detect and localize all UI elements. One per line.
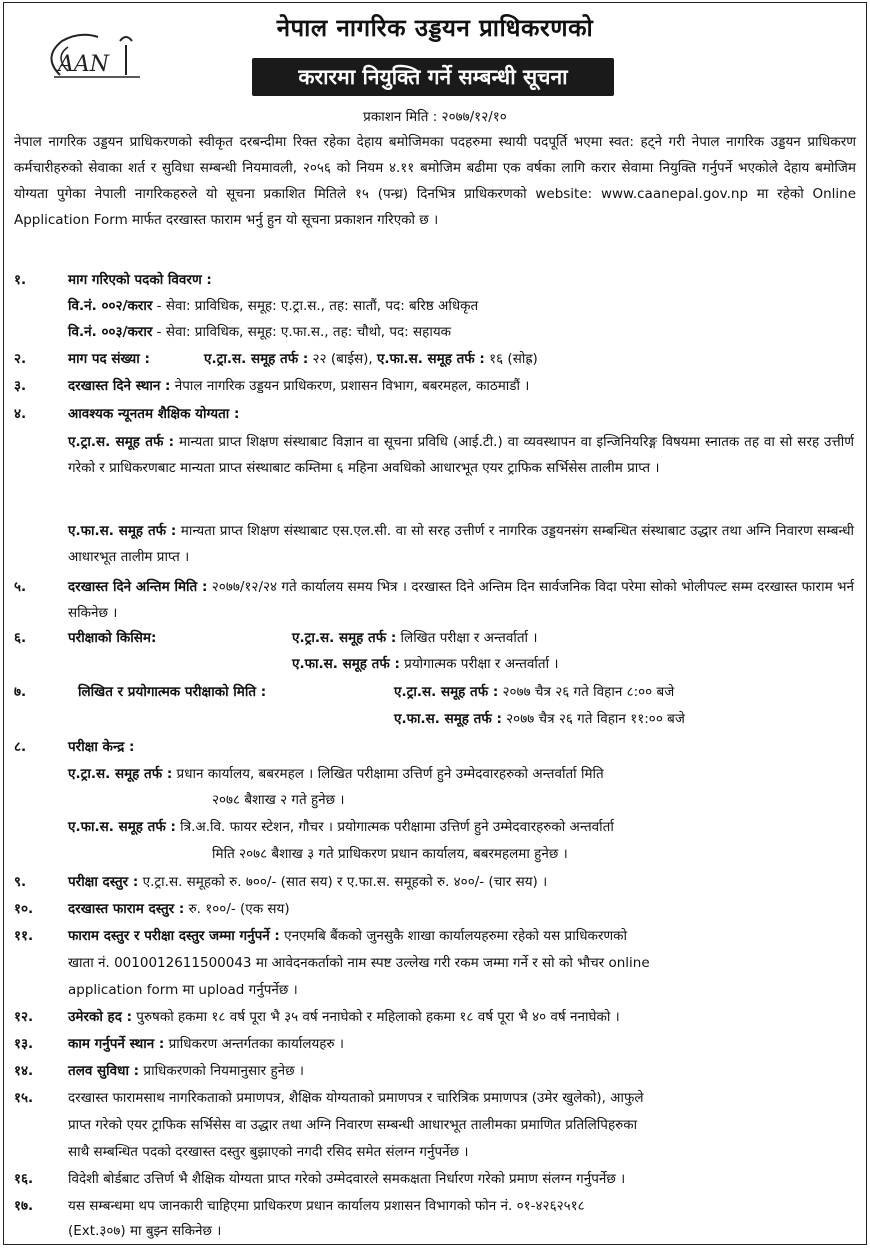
notice-title-banner: करारमा नियुक्ति गर्ने सम्बन्धी सूचना: [252, 58, 614, 96]
item-number: १.: [14, 272, 27, 288]
item-number: १७.: [14, 1198, 34, 1214]
item-number: १६.: [14, 1171, 34, 1187]
item-text: (Ext.३०७) मा बुझ्न सकिनेछ ।: [68, 1223, 222, 1239]
intro-paragraph: नेपाल नागरिक उड्डयन प्राधिकरणको स्वीकृत दरबन्दीमा रिक्त रहेका देहाय बमोजिमका पदहरुमा स्थायी पदपूर्ति भएमा स्वत: हट्ने गरी नेपाल नागरिक उड्डयन प्राधिकरण कर्मचारीहरुको सेवाका शर्त र सुविधा सम्बन्धी नियमावली, २०५६ को नियम ४.११ बमोजिम बढीमा एक वर्षका लागि करार सेवामा नियुक्ति गर्नुपर्ने भएकोले देहाय बमोजिम योग्यता पुगेका नेपाली नागरिकहरुले यो सूचना प्रकाशित मितिले १५ (पन्ध्र) दिनभित्र प्राधिकरणको website: www.caanepal.gov.np मा रहेको Online Application Form मार्फत दरखास्त फाराम भर्नु हुन यो सूचना प्रकाशन गरिएको छ ।: [14, 134, 856, 228]
item-number: ९.: [14, 874, 27, 890]
exam-date: ए.ट्रा.स. समूह तर्फ : २०७७ चैत्र २६ गते विहान ८:०० बजे: [394, 684, 675, 700]
item-label: परीक्षाको किसिम:: [68, 630, 157, 646]
item-label: माग पद संख्या :: [68, 351, 150, 367]
item-number: ४.: [14, 406, 27, 422]
publication-date: प्रकाशन मिति : २०७७/१२/१०: [363, 109, 507, 125]
item-number: ८.: [14, 739, 27, 755]
item-text: दरखास्त दिने स्थान : नेपाल नागरिक उड्डयन प्राधिकरण, प्रशासन विभाग, बबरमहल, काठमाडौं ।: [68, 378, 530, 394]
item-text: काम गर्नुपर्ने स्थान : प्राधिकरण अन्तर्गतका कार्यालयहरु ।: [68, 1036, 344, 1052]
organization-title: नेपाल नागरिक उड्डयन प्राधिकरणको: [276, 14, 594, 42]
exam-date: ए.फा.स. समूह तर्फ : २०७७ चैत्र २६ गते विहान ११:०० बजे: [394, 711, 685, 727]
item-text: फाराम दस्तुर र परीक्षा दस्तुर जम्मा गर्नुपर्ने : एनएमबि बैंकको जुनसुकै शाखा कार्यालयहरुमा रहेको यस प्राधिकरणको: [68, 928, 628, 944]
item-number: ५.: [14, 579, 27, 595]
item-number: १३.: [14, 1036, 34, 1052]
exam-type: ए.फा.स. समूह तर्फ : प्रयोगात्मक परीक्षा र अन्तर्वार्ता ।: [292, 656, 559, 672]
item-number: ६.: [14, 630, 27, 646]
item-label: आवश्यक न्यूनतम शैक्षिक योग्यता :: [68, 406, 240, 422]
item-number: १४.: [14, 1063, 34, 1079]
item-text: साथै सम्बन्धित पदको दरखास्त दस्तुर बुझाएको नगदी रसिद समेत संलग्न गर्नुपर्नेछ ।: [68, 1144, 469, 1160]
item-label: माग गरिएको पदको विवरण :: [68, 272, 212, 288]
post-line: वि.नं. ००२/करार - सेवा: प्राविधिक, समूह: ए.ट्रा.स., तह: सातौं, पद: बरिष्ठ अधिकृत: [68, 298, 479, 314]
item-text: उमेरको हद : पुरुषको हकमा १८ वर्ष पूरा भै ३५ वर्ष ननाघेको र महिलाको हकमा १८ वर्ष पूरा भै ४० वर्ष ननाघेको ।: [68, 1009, 620, 1025]
exam-center: ए.ट्रा.स. समूह तर्फ : प्रधान कार्यालय, बबरमहल । लिखित परीक्षामा उत्तिर्ण हुने उम्मेदवारहरुको अन्तर्वार्ता मिति: [68, 766, 604, 782]
item-text: परीक्षा दस्तुर : ए.ट्रा.स. समूहको रु. ७००/- (सात सय) र ए.फा.स. समूहको रु. ४००/- (चार सय) ।: [68, 874, 548, 890]
item-number: ३.: [14, 378, 27, 394]
post-line: वि.नं. ००३/करार - सेवा: प्राविधिक, समूह: ए.फा.स., तह: चौथो, पद: सहायक: [68, 324, 452, 340]
item-text: विदेशी बोर्डबाट उत्तिर्ण भै शैक्षिक योग्यता प्राप्त गरेको उम्मेदवारले समकक्षता निर्धारण गरेको प्रमाण संलग्न गर्नुपर्नेछ ।: [68, 1171, 626, 1187]
item-number: १५.: [14, 1090, 34, 1106]
item-text: दरखास्त दिने अन्तिम मिति : २०७७/१२/२४ गते कार्यालय समय भित्र । दरखास्त दिने अन्तिम दिन सार्वजनिक विदा परेमा सोको भोलीपल्ट सम्म दरखास्त फाराम भर्न सकिनेछ ।: [68, 579, 855, 621]
exam-center: ए.फा.स. समूह तर्फ : त्रि.अ.वि. फायर स्टेशन, गौचर । प्रयोगात्मक परीक्षामा उत्तिर्ण हुने उम्मेदवारहरुको अन्तर्वार्ता: [68, 819, 614, 835]
item-number: १०.: [14, 901, 34, 917]
item-number: २.: [14, 351, 27, 367]
item-label: लिखित र प्रयोगात्मक परीक्षाको मिति :: [78, 684, 267, 700]
item-number: १२.: [14, 1009, 34, 1025]
exam-center: २०७८ बैशाख २ गते हुनेछ ।: [212, 792, 345, 808]
item-text: खाता नं. 0010012611500043 मा आवेदनकर्ताको नाम स्पष्ट उल्लेख गरी रकम जम्मा गर्ने र सो को भौचर online: [68, 955, 650, 971]
qualification-fire: ए.फा.स. समूह तर्फ : मान्यता प्राप्त शिक्षण संस्थाबाट एस.एल.सी. वा सो सरह उत्तीर्ण र नागरिक उड्डयनसंग सम्बन्धित संस्थाबाट उद्धार तथा अग्नि निवारण सम्बन्धी आधारभूत तालीम प्राप्त ।: [68, 523, 855, 565]
item-text: दरखास्त फारामसाथ नागरिकताको प्रमाणपत्र, शैक्षिक योग्यताको प्रमाणपत्र र चारित्रिक प्रमाणपत्र (उमेर खुलेको), आफुले: [68, 1090, 644, 1106]
item-text: application form मा upload गर्नुपर्नेछ ।: [68, 982, 298, 998]
item-number: ७.: [14, 684, 27, 700]
item-text: प्राप्त गरेको एयर ट्राफिक सर्भिसेस वा उद्धार तथा अग्नि निवारण सम्बन्धी आधारभूत तालीमका प्रमाणित प्रतिलिपिहरुका: [68, 1117, 638, 1133]
exam-type: ए.ट्रा.स. समूह तर्फ : लिखित परीक्षा र अन्तर्वार्ता ।: [292, 630, 538, 646]
post-count: ए.ट्रा.स. समूह तर्फ : २२ (बाईस), ए.फा.स. समूह तर्फ : १६ (सोह्र): [204, 351, 538, 367]
item-text: तलव सुविधा : प्राधिकरणको नियमानुसार हुनेछ ।: [68, 1063, 305, 1079]
item-text: दरखास्त फाराम दस्तुर : रु. १००/- (एक सय): [68, 901, 290, 917]
exam-center: मिति २०७८ बैशाख ३ गते प्राधिकरण प्रधान कार्यालय, बबरमहलमा हुनेछ ।: [212, 846, 568, 862]
item-number: ११.: [14, 928, 34, 944]
svg-text:AAN: AAN: [58, 52, 110, 77]
qualification-atc: ए.ट्रा.स. समूह तर्फ : मान्यता प्राप्त शिक्षण संस्थाबाट विज्ञान वा सूचना प्रविधि (आई.टी.) वा व्यवस्थापन वा इन्जिनियरिङ्ग विषयमा स्नातक तह वा सो सरह उत्तीर्ण गरेको र प्राधिकरणबाट मान्यता प्राप्त संस्थाबाट कम्तिमा ६ महिना अवधिको आधारभूत एयर ट्राफिक सर्भिसेस तालीम प्राप्त ।: [68, 434, 855, 476]
notice-page: [3, 2, 867, 1245]
item-label: परीक्षा केन्द्र :: [68, 739, 135, 755]
item-text: यस सम्बन्धमा थप जानकारी चाहिएमा प्राधिकरण प्रधान कार्यालय प्रशासन विभागको फोन नं. ०१-४२६२५१८: [68, 1198, 585, 1214]
